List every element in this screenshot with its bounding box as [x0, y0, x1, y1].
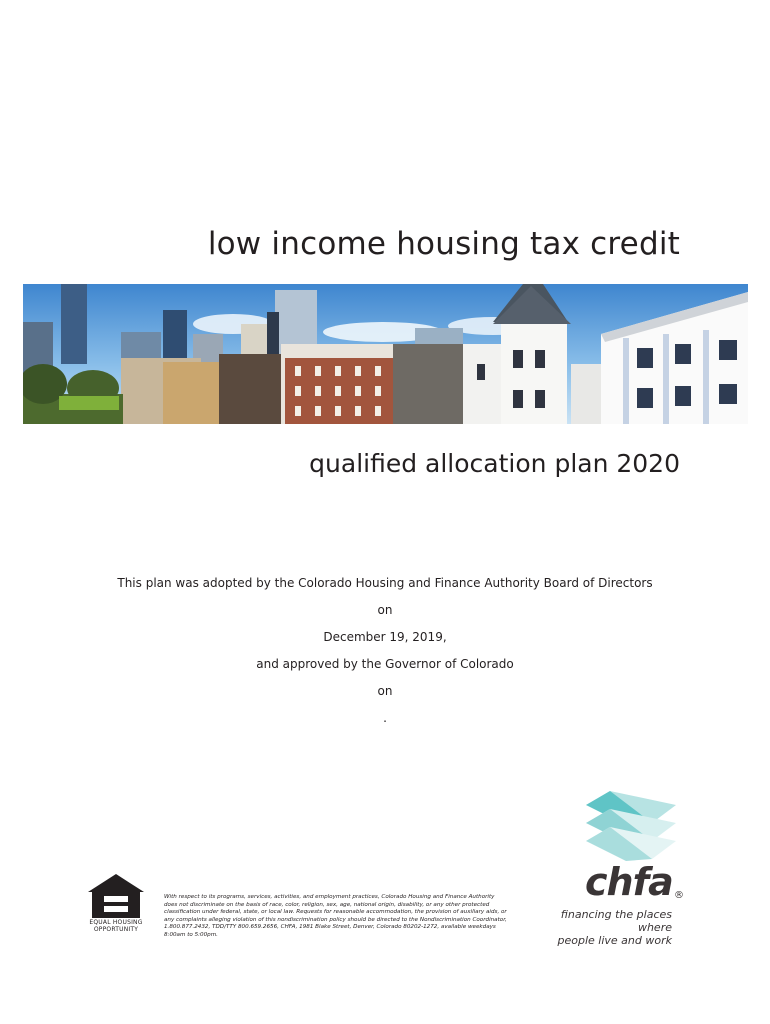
- equal-housing-caption: [80, 919, 152, 933]
- city-skyline-banner: [23, 284, 748, 424]
- stacked-roof-logo-icon: [580, 785, 680, 865]
- adoption-line: This plan was adopted by the Colorado Housing and Finance Authority Board of Directors: [117, 576, 653, 590]
- tagline-line: financing the places where: [560, 908, 672, 934]
- adoption-date: December 19, 2019,: [323, 630, 447, 644]
- adoption-line: on: [377, 603, 393, 617]
- nondiscrimination-disclaimer: With respect to its programs, services, activities, and employment practices, Colorado Housing and Finance Authority does not discriminate on the basis of race, color, religion, sex, age, national origin, disability, or any other protected classification under federal, state, or local law. Requests for reasonable accommodation, the provision of auxiliary aids, or any complaints alleging violation of this nondiscrimination policy should be directed to the Nondiscrimination Coordinator, 1.800.877.2432, TDD/TTY 800.659.2656, CHFA, 1981 Blake Street, Denver, Colorado 80202-1272, available weekdays 8:00am to 5:00pm.: [164, 894, 507, 938]
- page-title: low income housing tax credit: [207, 226, 680, 262]
- adoption-statement: [0, 570, 770, 732]
- equal-housing-line: OPPORTUNITY: [93, 926, 139, 933]
- logo-tagline: [540, 908, 672, 947]
- registered-mark: ®: [674, 890, 684, 901]
- adoption-line: and approved by the Governor of Colorado: [256, 657, 514, 671]
- adoption-line: on: [377, 684, 393, 698]
- chfa-wordmark: chfa: [585, 860, 673, 904]
- tagline-line: people live and work: [557, 934, 672, 947]
- document-subtitle: qualified allocation plan 2020: [309, 449, 680, 478]
- adoption-line: .: [383, 711, 387, 725]
- equal-housing-line: EQUAL HOUSING: [89, 919, 143, 926]
